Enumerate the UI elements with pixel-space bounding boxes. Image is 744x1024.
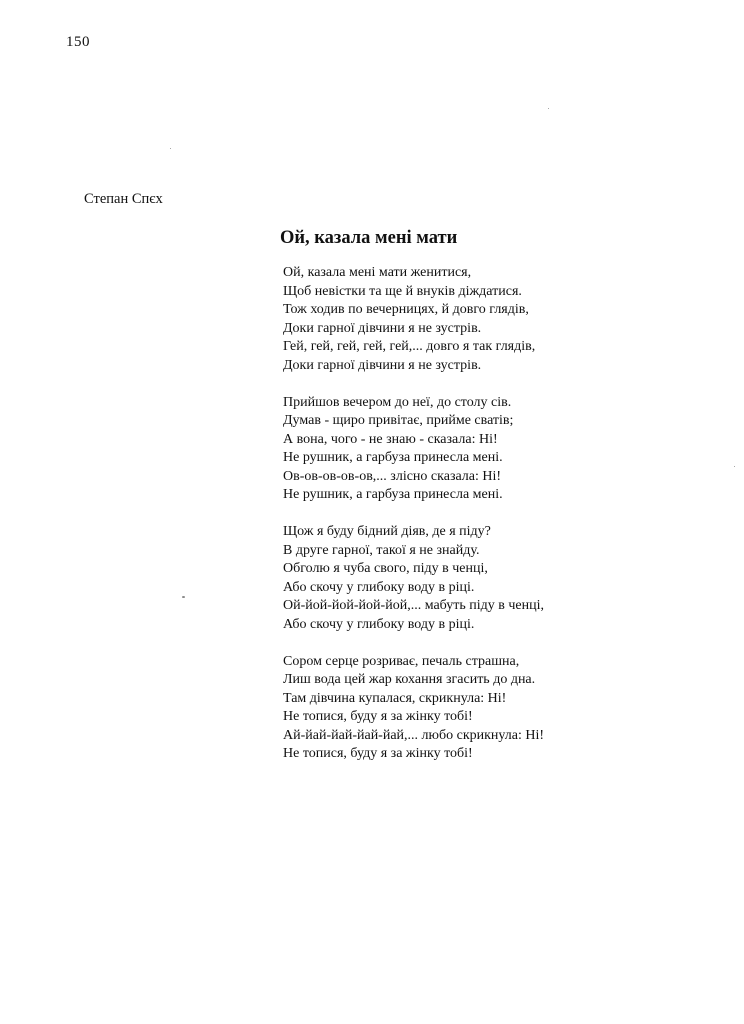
stanza-4 [283, 653, 703, 764]
scan-speck [548, 108, 549, 109]
poem-body [283, 264, 703, 782]
stanza-1 [283, 264, 703, 375]
poem-line: Щож я буду бідний діяв, де я піду? [283, 524, 491, 539]
scan-speck [170, 148, 171, 149]
poem-line: Гей, гей, гей, гей, гей,... довго я так глядів, [283, 339, 536, 354]
poem-line: Ой, казала мені мати женитися, [283, 265, 472, 280]
poem-line: В друге гарної, такої я не знайду. [283, 542, 480, 558]
poem-line: Прийшов вечером до неї, до столу сів. [283, 394, 512, 410]
poem-line: Доки гарної дівчини я не зустрів. [283, 357, 482, 373]
poem-line: Не топися, буду я за жінку тобі! [283, 746, 473, 761]
poem-line: Ой-йой-йой-йой-йой,... мабуть піду в ченці, [283, 598, 545, 613]
poem-line: Щоб невістки та ще й внуків діждатися. [283, 283, 522, 299]
stanza-3 [283, 523, 703, 634]
poem-line: Там дівчина купалася, скрикнула: Ні! [283, 690, 507, 706]
poem-line: Не топися, буду я за жінку тобі! [283, 709, 473, 724]
poem-line: Або скочу у глибоку воду в ріці. [283, 579, 475, 595]
author-name: Степан Спєх [84, 191, 163, 207]
poem-line: Доки гарної дівчини я не зустрів. [283, 320, 482, 336]
poem-line: Обголю я чуба свого, піду в ченці, [283, 561, 488, 576]
page-number: 150 [66, 34, 90, 50]
poem-line: Не рушник, а гарбуза принесла мені. [283, 450, 503, 465]
poem-line: Лиш вода цей жар кохання згасить до дна. [283, 672, 536, 687]
poem-title: Ой, казала мені мати [280, 228, 458, 248]
poem-line: Сором серце розриває, печаль страшна, [283, 653, 520, 669]
poem-line: Не рушник, а гарбуза принесла мені. [283, 487, 503, 502]
poem-line: Або скочу у глибоку воду в ріці. [283, 616, 475, 632]
scan-speck [734, 466, 735, 467]
poem-line: Ов-ов-ов-ов-ов,... злісно сказала: Ні! [283, 468, 502, 484]
poem-line: Ай-йай-йай-йай-йай,... любо скрикнула: Ні! [283, 727, 545, 743]
poem-line: Думав - щиро привітає, прийме сватів; [283, 413, 514, 428]
poem-line: Тож ходив по вечерницях, й довго глядів, [283, 302, 529, 317]
scan-speck [182, 596, 185, 598]
poem-line: А вона, чого - не знаю - сказала: Ні! [283, 431, 498, 447]
stanza-2 [283, 394, 703, 505]
